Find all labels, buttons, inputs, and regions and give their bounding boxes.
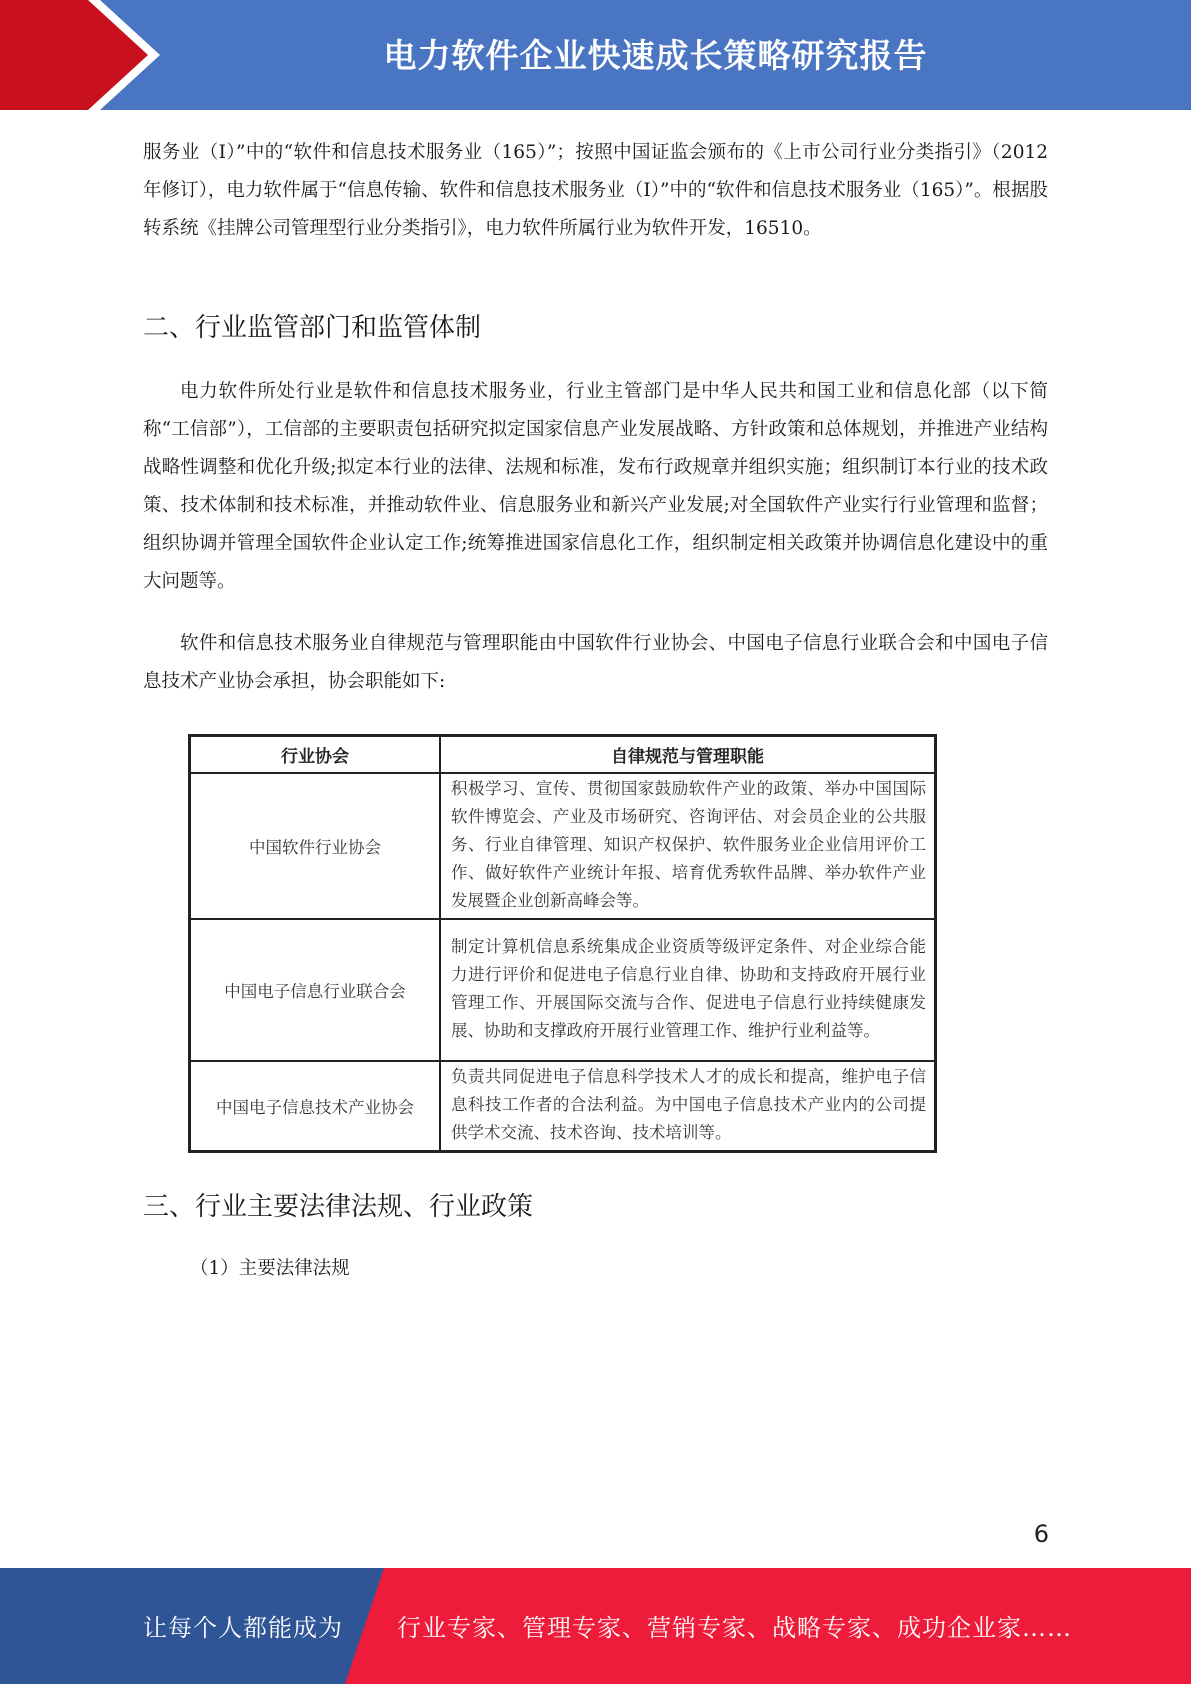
footer-banner (0, 1568, 1191, 1684)
association-table (188, 734, 937, 1153)
section-heading-regulation: 二、行业监管部门和监管体制 (143, 313, 482, 343)
table-row (190, 1061, 936, 1152)
section-heading-laws: 三、行业主要法律法规、行业政策 (143, 1192, 534, 1222)
association-name: 中国软件行业协会 (190, 773, 441, 919)
association-function: 负责共同促进电子信息科学技术人才的成长和提高，维护电子信息科技工作者的合法利益。为中国电子信息技术产业内的公司提供学术交流、技术咨询、技术培训等。 (440, 1061, 936, 1152)
regulation-paragraph: 电力软件所处行业是软件和信息技术服务业，行业主管部门是中华人民共和国工业和信息化部（以下简称“工信部”），工信部的主要职责包括研究拟定国家信息产业发展战略、方针政策和总体规划，并推进产业结构战略性调整和优化升级;拟定本行业的法律、法规和标准，发布行政规章并组织实施；组织制订本行业的技术政策、技术体制和技术标准，并推动软件业、信息服务业和新兴产业发展;对全国软件产业实行行业管理和监督；组织协调并管理全国软件企业认定工作;统筹推进国家信息化工作，组织制定相关政策并协调信息化建设中的重大问题等。 (143, 381, 1048, 592)
table-header-function: 自律规范与管理职能 (440, 736, 936, 774)
intro-paragraph: 服务业（I）”中的“软件和信息技术服务业（165）”；按照中国证监会颁布的《上市公司行业分类指引》（2012 年修订），电力软件属于“信息传输、软件和信息技术服务业（I）”中的“软件和信息技术服务业（165）”。根据股转系统《挂牌公司管理型行业分类指引》，电力软件所属行业为软件开发，16510。 (143, 142, 1048, 239)
table-row (190, 919, 936, 1061)
table-row (190, 773, 936, 919)
association-name: 中国电子信息行业联合会 (190, 919, 441, 1061)
footer-slogan-right: 行业专家、管理专家、营销专家、战略专家、成功企业家…… (397, 1614, 1072, 1642)
association-function: 制定计算机信息系统集成企业资质等级评定条件、对企业综合能力进行评价和促进电子信息行业自律、协助和支持政府开展行业管理工作、开展国际交流与合作、促进电子信息行业持续健康发展、协助和支撑政府开展行业管理工作、维护行业利益等。 (440, 919, 936, 1061)
footer-slogan-left: 让每个人都能成为 (143, 1614, 343, 1642)
page-number: 6 (1033, 1520, 1049, 1548)
association-intro-paragraph: 软件和信息技术服务业自律规范与管理职能由中国软件行业协会、中国电子信息行业联合会和中国电子信息技术产业协会承担，协会职能如下: (143, 633, 1048, 692)
report-title: 电力软件企业快速成长策略研究报告 (383, 36, 928, 75)
header-bar (0, 0, 1191, 110)
association-name: 中国电子信息技术产业协会 (190, 1061, 441, 1152)
association-function: 积极学习、宣传、贯彻国家鼓励软件产业的政策、举办中国国际软件博览会、产业及市场研究、咨询评估、对会员企业的公共服务、行业自律管理、知识产权保护、软件服务业企业信用评价工作、做好软件产业统计年报、培育优秀软件品牌、举办软件产业发展暨企业创新高峰会等。 (440, 773, 936, 919)
table-header-association: 行业协会 (190, 736, 441, 774)
table-header-row (190, 736, 936, 774)
subheading-laws: （1）主要法律法规 (190, 1258, 350, 1279)
